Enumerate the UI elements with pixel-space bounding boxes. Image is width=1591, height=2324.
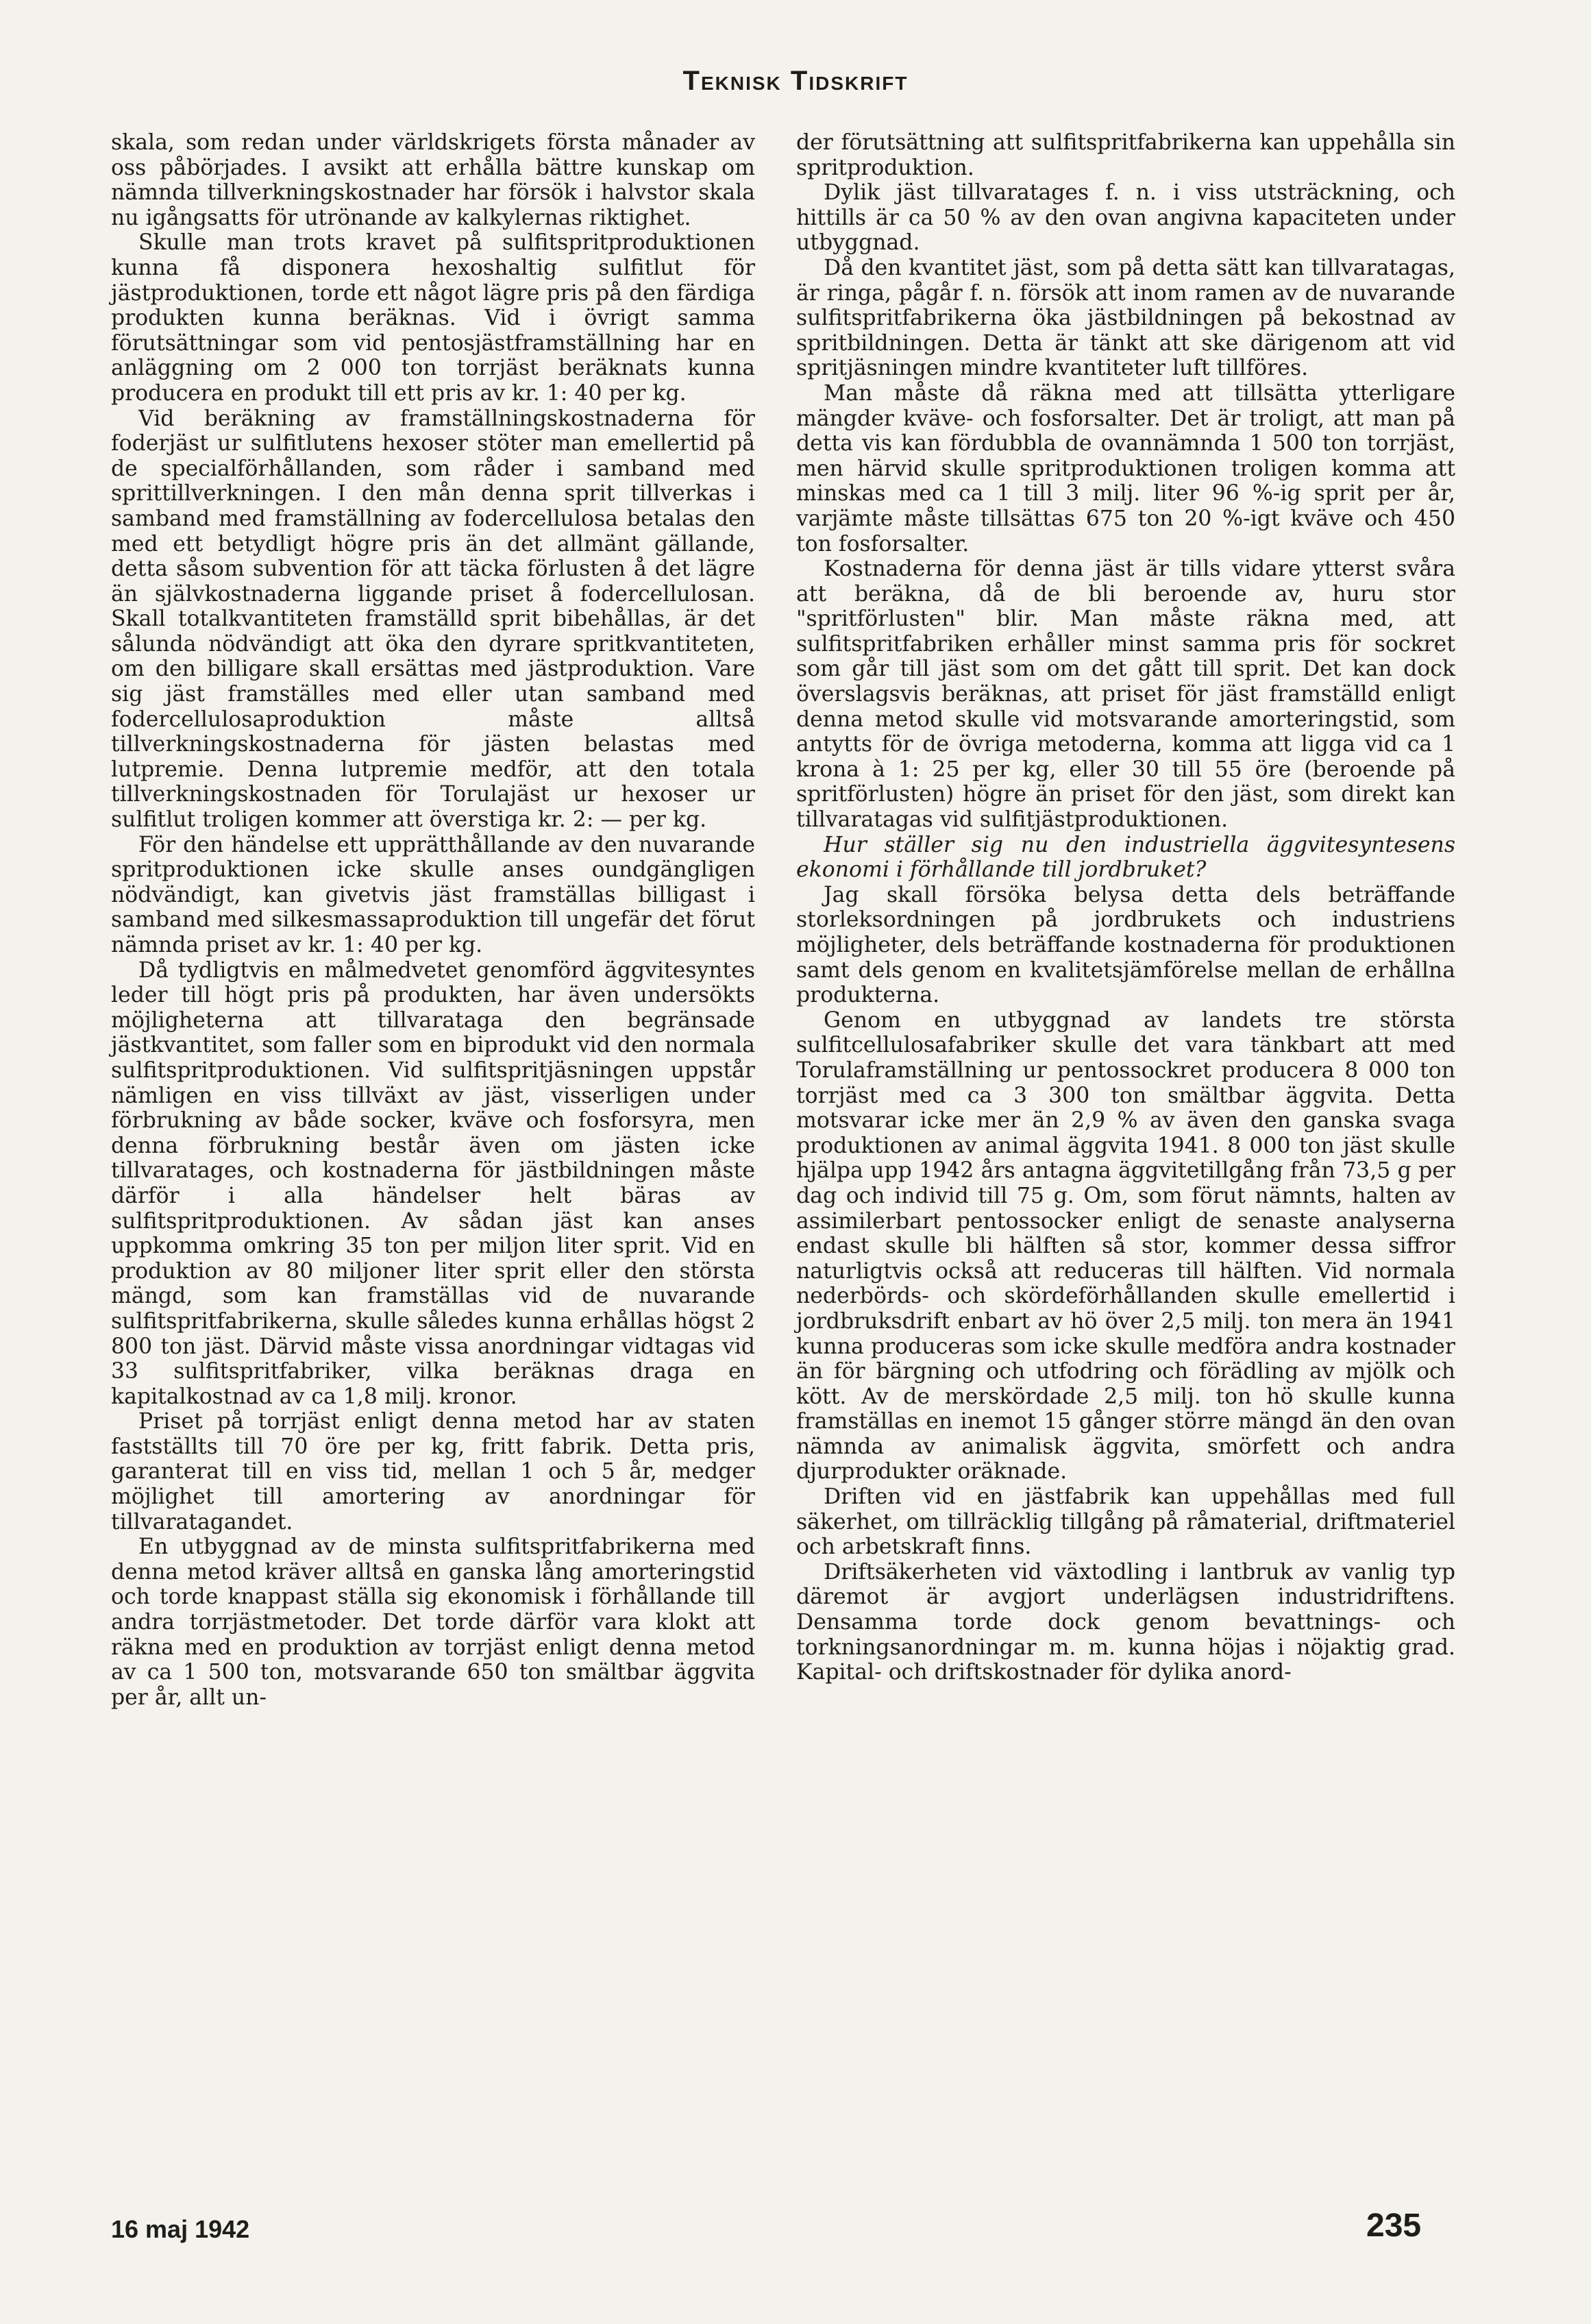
paragraph: Då tydligtvis en målmedvetet genomförd äggvitesyntes leder till högt pris på produkten, har även undersökts möjligheterna att tillvarataga den begränsade jästkvantitet, som faller som en biprodukt vid den normala sulfitspritproduktionen. Vid sulfitspritjäsningen uppstår nämligen en viss tillväxt av jäst, visserligen under förbrukning av både socker, kväve och fosforsyra, men denna förbrukning består även om jästen icke tillvaratages, och kostnaderna för jästbildningen måste därför i alla händelser helt bäras av sulfitspritproduktionen. Av sådan jäst kan anses uppkomma omkring 35 ton per miljon liter sprit. Vid en produktion av 80 miljoner liter sprit eller den största mängd, som kan framställas vid de nuvarande sulfitspritfabrikerna, skulle således kunna erhållas högst 2 800 ton jäst. Därvid måste vissa anordningar vidtagas vid 33 sulfitspritfabriker, vilka beräknas draga en kapitalkostnad av ca 1,8 milj. kronor.	[111, 957, 755, 1409]
page-number: 235	[1366, 2207, 1422, 2244]
paragraph: Driftsäkerheten vid växtodling i lantbruk av vanlig typ däremot är avgjort underlägsen industridriftens. Densamma torde dock genom bevattnings- och torkningsanordningar m. m. kunna höjas i nöjaktig grad. Kapital- och driftskostnader för dylika anord-	[796, 1559, 1455, 1685]
paragraph: skala, som redan under världskrigets första månader av oss påbörjades. I avsikt att erhålla bättre kunskap om nämnda tillverkningskostnader har försök i halvstor skala nu igångsatts för utrönande av kalkylernas riktighet.	[111, 130, 755, 230]
paragraph: Driften vid en jästfabrik kan uppehållas med full säkerhet, om tillräcklig tillgång på råmaterial, driftmateriel och arbetskraft finns.	[796, 1484, 1455, 1560]
paragraph: der förutsättning att sulfitspritfabrikerna kan uppehålla sin spritproduktion.	[796, 130, 1455, 180]
paragraph: Då den kvantitet jäst, som på detta sätt kan tillvaratagas, är ringa, pågår f. n. försök att inom ramen av de nuvarande sulfitspritfabrikerna öka jästbildningen på bekostnad av spritbildningen. Detta är tänkt att ske därigenom att vid spritjäsningen mindre kvantiteter luft tillföres.	[796, 255, 1455, 381]
paragraph: Skulle man trots kravet på sulfitspritproduktionen kunna få disponera hexoshaltig sulfitlut för jästproduktionen, torde ett något lägre pris på den färdiga produkten kunna beräknas. Vid i övrigt samma förutsättningar som vid pentosjästframställning har en anläggning om 2 000 ton torrjäst beräknats kunna producera en produkt till ett pris av kr. 1: 40 per kg.	[111, 230, 755, 406]
paragraph: Genom en utbyggnad av landets tre största sulfitcellulosafabriker skulle det vara tänkbart att med Torulaframställning ur pentossockret producera 8 000 ton torrjäst med ca 3 300 ton smältbar äggvita. Detta motsvarar icke mer än 2,9 % av även den ganska svaga produktionen av animal äggvita 1941. 8 000 ton jäst skulle hjälpa upp 1942 års antagna äggvitetillgång från 73,5 g per dag och individ till 75 g. Om, som förut nämnts, halten av assimilerbart pentossocker enligt de senaste analyserna endast skulle bli hälften så stor, kommer dessa siffror naturligtvis också att reduceras till hälften. Vid normala nederbörds- och skördeförhållanden skulle emellertid i jordbruksdrift enbart av hö över 2,5 milj. ton mera än 1941 kunna produceras som icke skulle medföra andra kostnader än för bärgning och utfodring och förädling av mjölk och kött. Av de merskördade 2,5 milj. ton hö skulle kunna framställas en inemot 15 gånger större mängd än den ovan nämnda av animalisk äggvita, smörfett och andra djurprodukter oräknade.	[796, 1007, 1455, 1484]
journal-title: Teknisk Tidskrift	[682, 66, 909, 96]
paragraph: En utbyggnad av de minsta sulfitspritfabrikerna med denna metod kräver alltså en ganska lång amorteringstid och torde knappast ställa sig ekonomisk i förhållande till andra torrjästmetoder. Det torde därför vara klokt att räkna med en produktion av torrjäst enligt denna metod av ca 1 500 ton, motsvarande 650 ton smältbar äggvita per år, allt un-	[111, 1534, 755, 1710]
paragraph: Dylik jäst tillvaratages f. n. i viss utsträckning, och hittills är ca 50 % av den ovan angivna kapaciteten under utbyggnad.	[796, 180, 1455, 256]
left-column	[111, 130, 755, 1710]
paragraph: Kostnaderna för denna jäst är tills vidare ytterst svåra att beräkna, då de bli beroende av, huru stor "spritförlusten" blir. Man måste räkna med, att sulfitspritfabriken erhåller minst samma pris för sockret som går till jäst som om det gått till sprit. Det kan dock överslagsvis beräknas, att priset för jäst framställd enligt denna metod skulle vid motsvarande amorteringstid, som antytts för de övriga metoderna, komma att ligga vid ca 1 krona à 1: 25 per kg, eller 30 till 55 öre (beroende på spritförlusten) högre än priset för den jäst, som direkt kan tillvaratagas vid sulfitjästproduktionen.	[796, 556, 1455, 833]
right-column	[796, 130, 1455, 1685]
issue-date: 16 maj 1942	[111, 2215, 250, 2243]
section-question: Hur ställer sig nu den industriella äggvitesyntesens ekonomi i förhållande till jordbruket?	[796, 832, 1455, 883]
paragraph: Man måste då räkna med att tillsätta ytterligare mängder kväve- och fosforsalter. Det är troligt, att man på detta vis kan fördubbla de ovannämnda 1 500 ton torrjäst, men härvid skulle spritproduktionen troligen komma att minskas med ca 1 till 3 milj. liter 96 %-ig sprit per år, varjämte måste tillsättas 675 ton 20 %-igt kväve och 450 ton fosforsalter.	[796, 380, 1455, 556]
paragraph: Priset på torrjäst enligt denna metod har av staten fastställts till 70 öre per kg, fritt fabrik. Detta pris, garanterat till en viss tid, mellan 1 och 5 år, medger möjlighet till amortering av anordningar för tillvaratagandet.	[111, 1409, 755, 1534]
paragraph: För den händelse ett upprätthållande av den nuvarande spritproduktionen icke skulle anses oundgängligen nödvändigt, kan givetvis jäst framställas billigast i samband med silkesmassaproduktion till ungefär det förut nämnda priset av kr. 1: 40 per kg.	[111, 832, 755, 957]
paragraph: Jag skall försöka belysa detta dels beträffande storleksordningen på jordbrukets och industriens möjligheter, dels beträffande kostnaderna för produktionen samt dels genom en kvalitetsjämförelse mellan de erhållna produkterna.	[796, 882, 1455, 1008]
paragraph: Vid beräkning av framställningskostnaderna för foderjäst ur sulfitlutens hexoser stöter man emellertid på de specialförhållanden, som råder i samband med sprittillverkningen. I den mån denna sprit tillverkas i samband med framställning av fodercellulosa betalas den med ett betydligt högre pris än det allmänt gällande, detta såsom subvention för att täcka förlusten å det lägre än självkostnaderna liggande priset å fodercellulosan. Skall totalkvantiteten framställd sprit bibehållas, är det sålunda nödvändigt att öka den dyrare spritkvantiteten, om den billigare skall ersättas med jästproduktion. Vare sig jäst framställes med eller utan samband med fodercellulosaproduktion måste alltså tillverkningskostnaderna för jästen belastas med lutpremie. Denna lutpremie medför, att den totala tillverkningskostnaden för Torulajäst ur hexoser ur sulfitlut troligen kommer att överstiga kr. 2: — per kg.	[111, 406, 755, 833]
